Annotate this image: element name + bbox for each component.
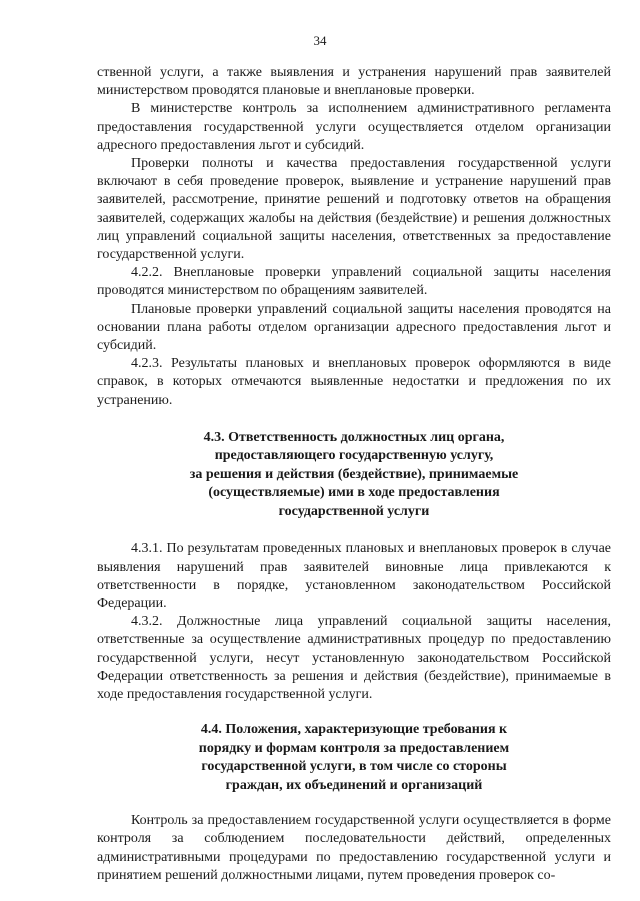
paragraph: Контроль за предоставлением государственной услуги осуществляется в форме контроля за соблюдением последовательности действий, определенных административными процедурами по предоставлению государственной услуги и принятием решений должностными лицами, путем проведения проверок со- — [97, 813, 611, 883]
paragraph: 4.2.2. Внеплановые проверки управлений социальной защиты населения проводятся министерством по обращениям заявителей. — [97, 265, 611, 299]
heading-line: 4.3. Ответственность должностных лиц органа, — [203, 429, 505, 445]
heading-line: государственной услуги — [278, 503, 430, 519]
paragraph: Проверки полноты и качества предоставления государственной услуги включают в себя проведение проверок, выявление и устранение нарушений прав заявителей, рассмотрение, принятие решений и подготовку ответов на обращения заявителей, содержащих жалобы на действия (бездействие) и решения должностных лиц управлений социальной защиты населения, ответственных за предоставление государственной услуги. — [97, 156, 611, 263]
paragraph: 4.2.3. Результаты плановых и внеплановых проверок оформляются в виде справок, в которых отмечаются выявленные недостатки и предложения по их устранению. — [97, 356, 611, 408]
paragraph: 4.3.2. Должностные лица управлений социальной защиты населения, ответственные за осуществление административных процедур по предоставлению государственной услуги, несут установленную законодательством Российской Федерации ответственность за решения и действия (бездействие), принимаемые в ходе предоставления государственной услуги. — [97, 614, 611, 702]
paragraph: ственной услуги, а также выявления и устранения нарушений прав заявителей министерством проводятся плановые и внеплановые проверки. — [97, 65, 611, 99]
heading-line: граждан, их объединений и организаций — [225, 777, 483, 793]
section-heading-4-4 — [97, 721, 611, 795]
section-heading-4-3 — [97, 429, 611, 522]
paragraph: 4.3.1. По результатам проведенных плановых и внеплановых проверок в случае выявления нарушений прав заявителей виновные лица привлекаются к ответственности в порядке, установленном законодательством Российской Федерации. — [97, 541, 611, 611]
document-body — [97, 64, 611, 885]
heading-line: (осуществляемые) ими в ходе предоставления — [208, 485, 500, 501]
heading-line: порядку и формам контроля за предоставлением — [198, 740, 510, 756]
paragraph: В министерстве контроль за исполнением административного регламента предоставления государственной услуги осуществляется отделом организации адресного предоставления льгот и субсидий. — [97, 101, 611, 153]
heading-line: за решения и действия (бездействие), принимаемые — [189, 466, 519, 482]
page-number: 34 — [313, 33, 327, 48]
paragraph: Плановые проверки управлений социальной защиты населения проводятся на основании плана работы отделом организации адресного предоставления льгот и субсидий. — [97, 301, 611, 354]
heading-line: 4.4. Положения, характеризующие требования к — [200, 722, 508, 738]
heading-line: государственной услуги, в том числе со стороны — [201, 759, 507, 775]
heading-line: предоставляющего государственную услугу, — [214, 448, 494, 464]
